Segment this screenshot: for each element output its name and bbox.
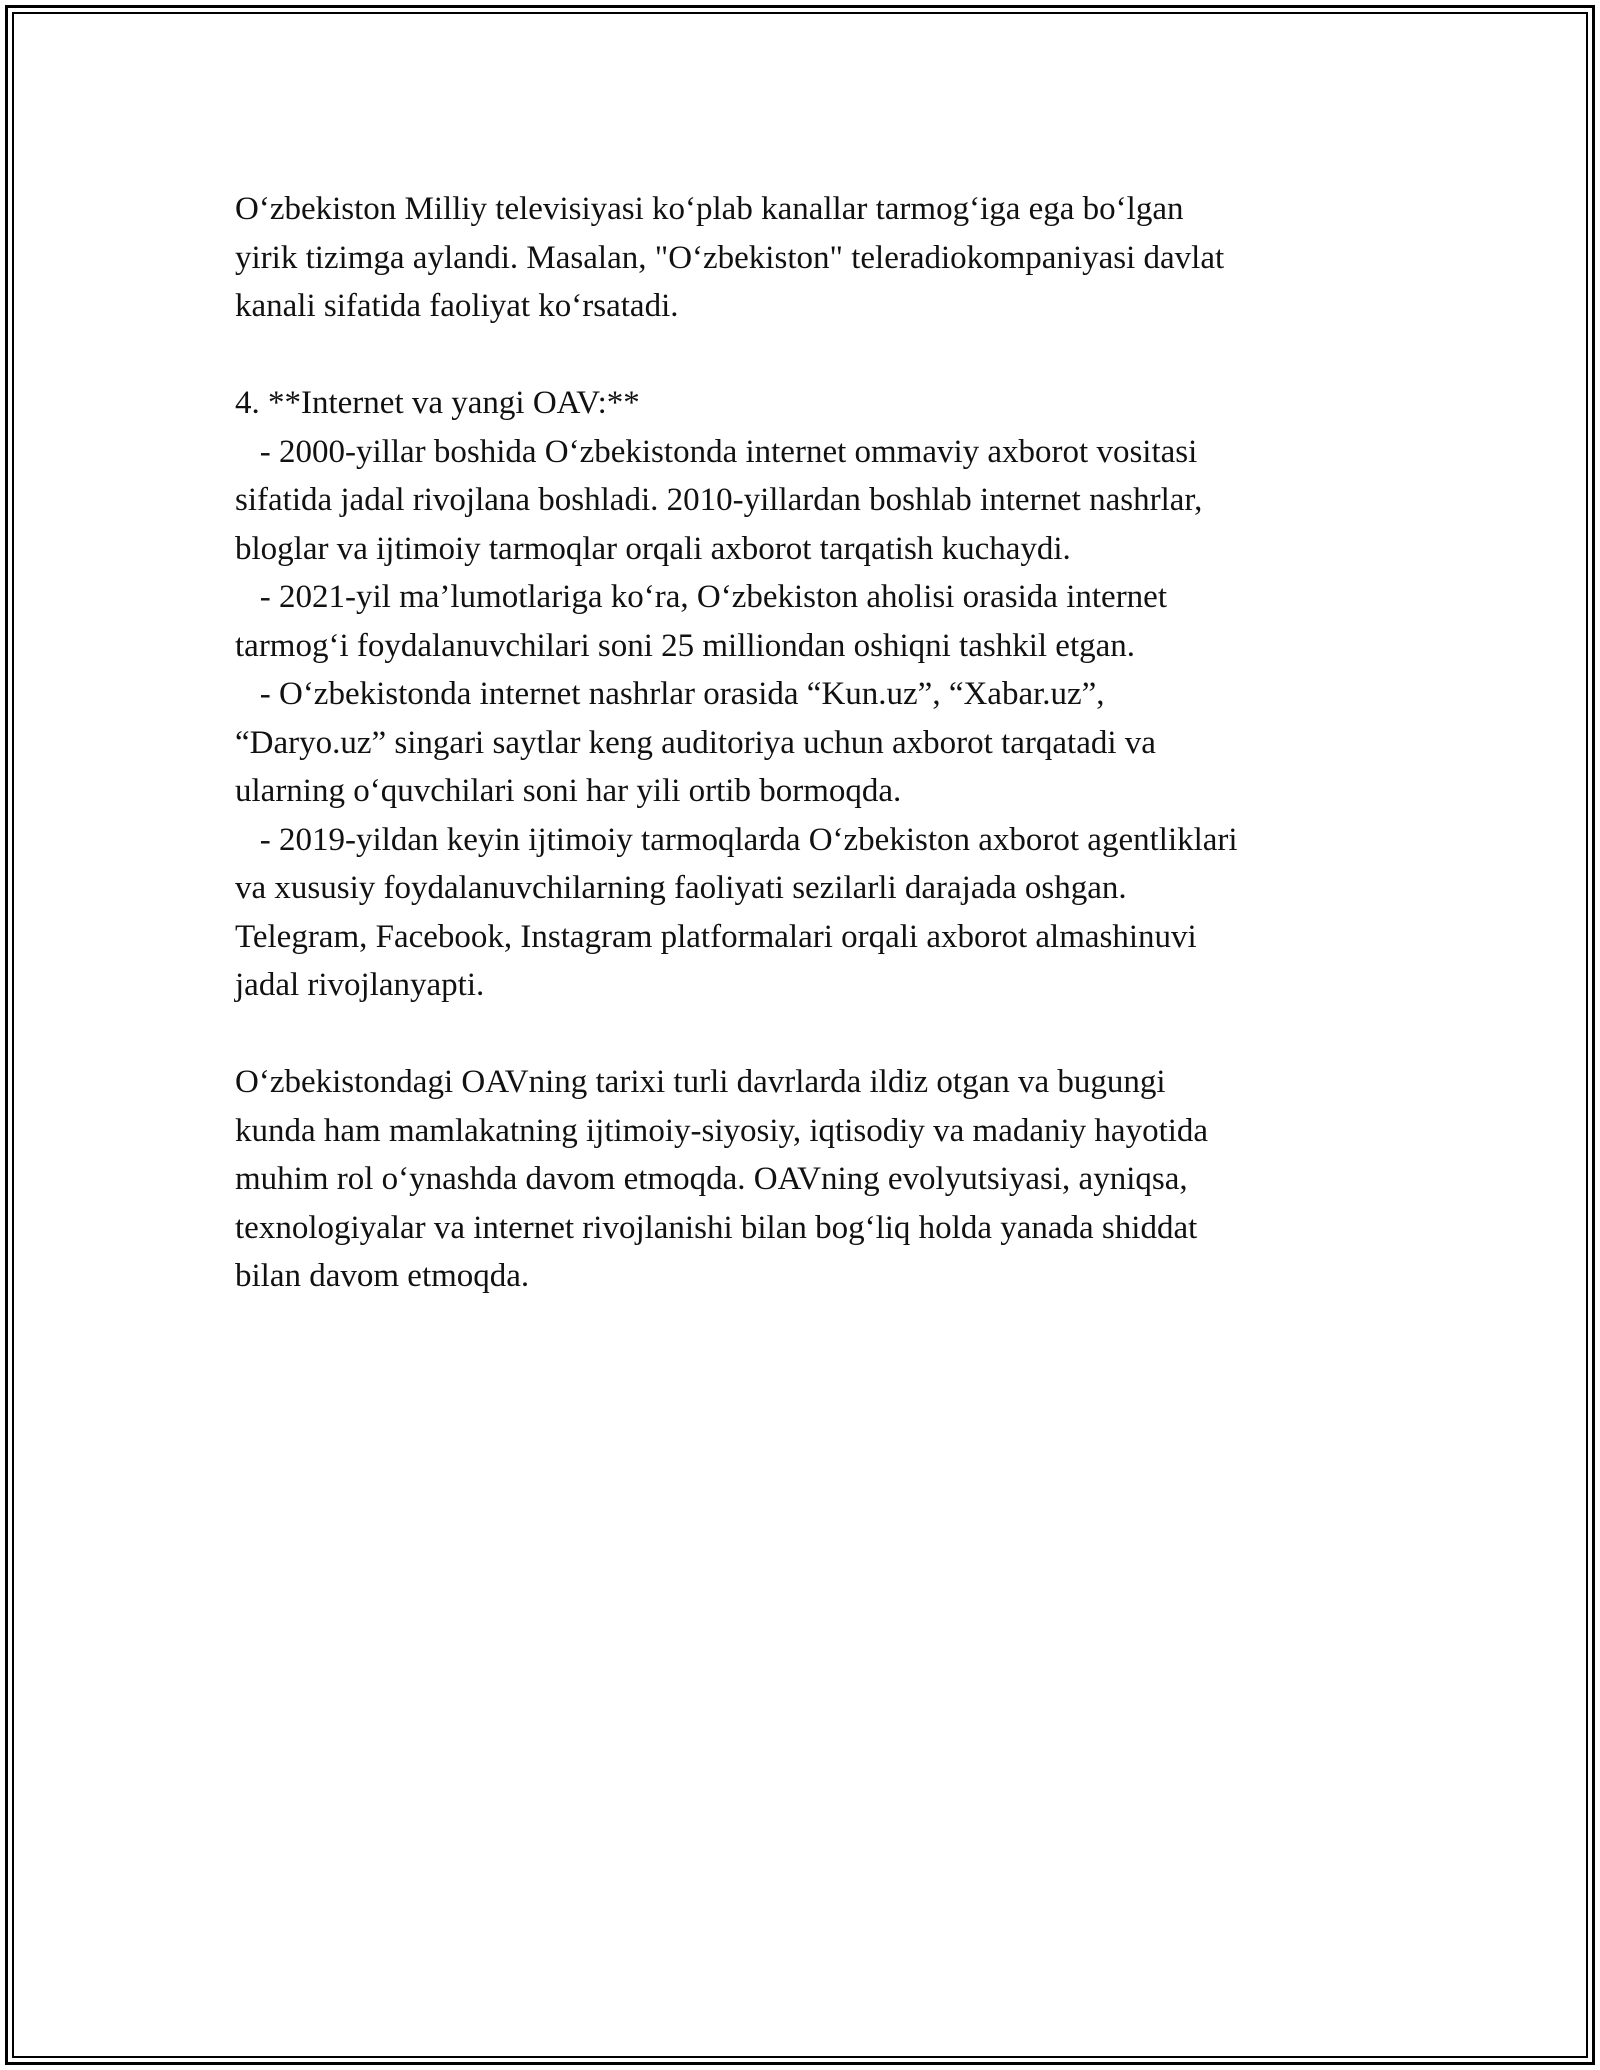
- section-heading: 4. **Internet va yangi OAV:**: [235, 385, 640, 421]
- intro-paragraph: Oʻzbekiston Milliy televisiyasi koʻplab kanallar tarmogʻiga ega boʻlgan yirik tizimga aylandi. Masalan, "Oʻzbekiston" teleradiokompaniyasi davlat kanali sifatida faoliyat koʻrsatadi.: [235, 191, 1225, 324]
- bullet-item-4: - 2019-yildan keyin ijtimoiy tarmoqlarda Oʻzbekiston axborot agentliklari va xususiy foydalanuvchilarning faoliyati sezilarli darajada oshgan. Telegram, Facebook, Instagram platformalari orqali axborot almashinuvi jadal rivojlanyapti.: [235, 821, 1238, 1003]
- paragraph-spacer: [235, 1010, 1415, 1059]
- bullet-item-2: - 2021-yil ma’lumotlariga koʻra, Oʻzbekiston aholisi orasida internet tarmogʻi foydalanuvchilari soni 25 milliondan oshiqni tashkil etgan.: [235, 579, 1167, 664]
- bullet-item-1: - 2000-yillar boshida Oʻzbekistonda internet ommaviy axborot vositasi sifatida jadal rivojlana boshladi. 2010-yillardan boshlab internet nashrlar, bloglar va ijtimoiy tarmoqlar orqali axborot tarqatish kuchaydi.: [235, 433, 1203, 567]
- document-body: [235, 185, 1415, 1301]
- bullet-item-3: - Oʻzbekistonda internet nashrlar orasida “Kun.uz”, “Xabar.uz”, “Daryo.uz” singari saytlar keng auditoriya uchun axborot tarqatadi va ularning oʻquvchilari soni har yili ortib bormoqda.: [235, 676, 1156, 809]
- conclusion-paragraph: Oʻzbekistondagi OAVning tarixi turli davrlarda ildiz otgan va bugungi kunda ham mamlakatning ijtimoiy-siyosiy, iqtisodiy va madaniy hayotida muhim rol oʻynashda davom etmoqda. OAVning evolyutsiyasi, ayniqsa, texnologiyalar va internet rivojlanishi bilan bogʻliq holda yanada shiddat bilan davom etmoqda.: [235, 1064, 1209, 1294]
- paragraph-spacer: [235, 331, 1415, 380]
